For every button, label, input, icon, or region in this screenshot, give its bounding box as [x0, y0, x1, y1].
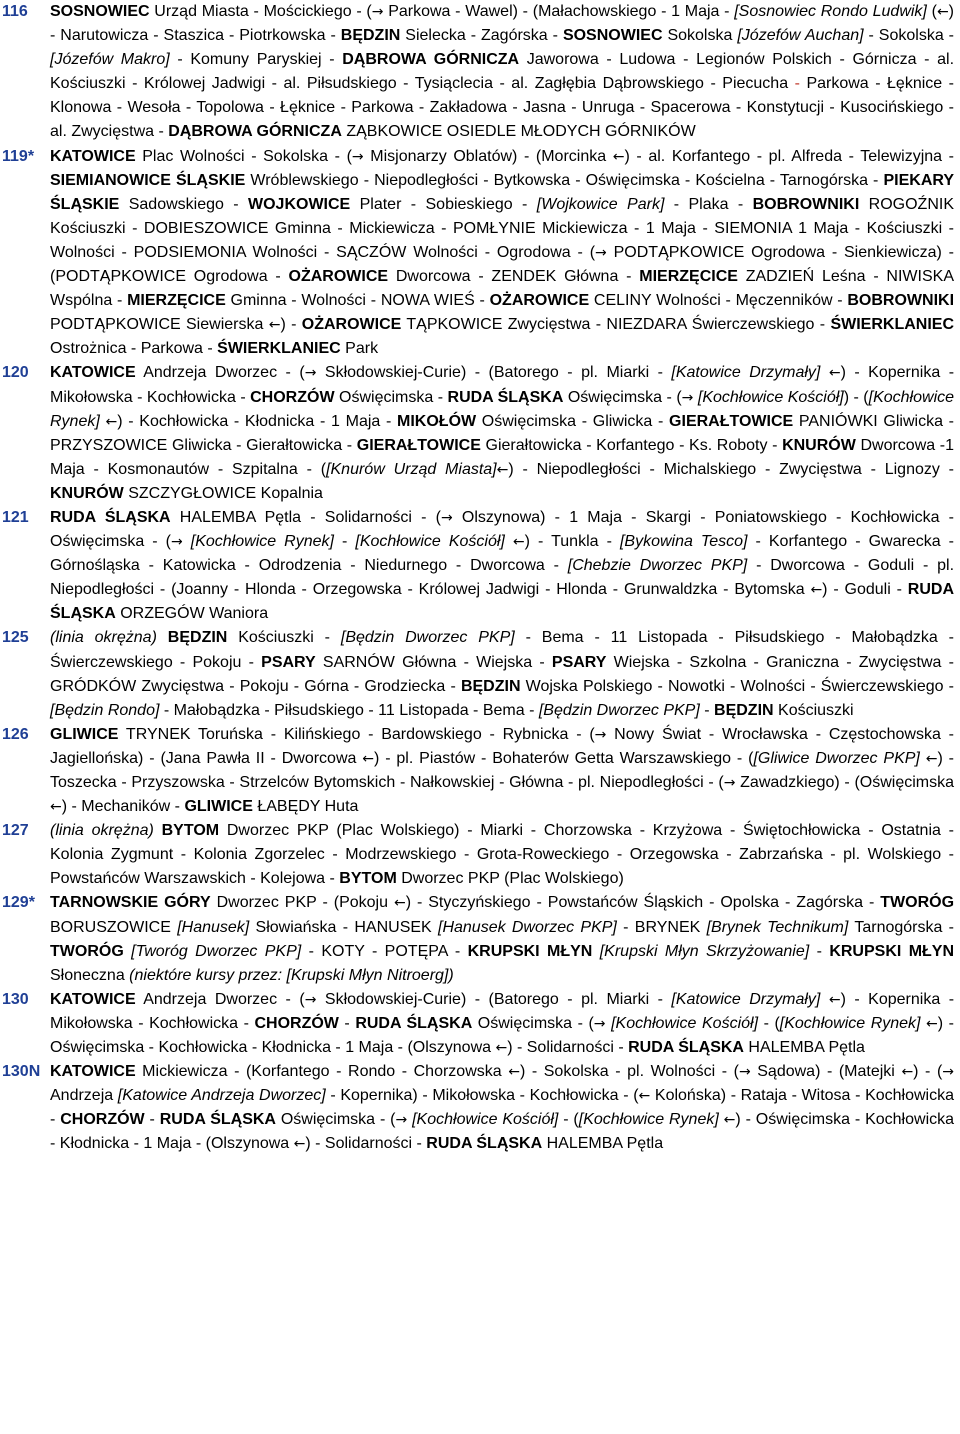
route-text: ) - Narutowicza - Staszica - Piotrkowska -	[50, 3, 954, 45]
arrow-left-icon: ←	[508, 1064, 520, 1081]
stop-name: [Józefów Auchan]	[737, 27, 864, 45]
city-name: KATOWICE	[50, 147, 136, 165]
route-text: Dworzec PKP (Plac Wolskiego) - Miarki - Chorzowska - Krzyżowa - Świętochłowicka - Ostatnia - Kolonia Zygmunt - Kolonia Zgorzelec - Modrzewskiego - Grota-Roweckiego - Orzegowska - Zabrzańska - pl. Wolskiego - Powstańców Warszawskich - Kolejowa -	[50, 822, 955, 888]
city-name: MIERZĘCICE	[639, 268, 738, 286]
route-text: - BRYNEK	[616, 918, 707, 936]
route-entry	[2, 361, 954, 506]
city-name: MIKOŁÓW	[397, 412, 477, 430]
route-text: Sądowa) - (Matejki	[750, 1063, 902, 1081]
city-name: SOSNOWIEC	[50, 3, 150, 20]
route-entry	[2, 626, 954, 722]
arrow-left-icon: ←	[393, 895, 406, 912]
city-name: DĄBROWA GÓRNICZA	[168, 123, 342, 141]
route-text: Oświęcimska - Gliwicka -	[476, 412, 670, 430]
route-text: Oświęcimska - (	[275, 1111, 396, 1129]
city-name: KATOWICE	[50, 1063, 136, 1081]
stop-name: [Kochłowice Rynek]	[779, 1014, 921, 1032]
route-text: Skłodowskiej-Curie) - (Batorego - pl. Miarki -	[316, 990, 672, 1008]
route-text: -	[809, 942, 830, 960]
route-entry	[2, 988, 954, 1060]
route-text: ) - Solidarności -	[507, 1039, 629, 1057]
arrow-right-icon: →	[681, 389, 694, 406]
route-text: Mickiewicza - (Korfantego - Rondo - Chorzowska	[135, 1063, 509, 1081]
route-description	[50, 506, 954, 626]
arrow-left-icon: ←	[362, 750, 375, 767]
route-text: Andrzeja Dworzec - (	[135, 364, 305, 382]
route-text: Andrzeja	[50, 1087, 118, 1105]
city-name: KRUPSKI MŁYN	[829, 942, 955, 960]
route-text: Wiejska - Szkolna - Graniczna - Zwycięstwa - GRÓDKÓW Zwycięstwa - Pokoju - Górna - Grodziecka -	[50, 653, 955, 695]
stop-name: (linia okrężna)	[50, 629, 157, 647]
stop-name: [Brynek Technikum]	[706, 918, 849, 936]
city-name: CHORZÓW	[254, 1014, 339, 1032]
route-text: Wojska Polskiego - Nowotki - Wolności - Świerczewskiego -	[520, 677, 955, 695]
stop-name: [Wojkowice Park]	[536, 195, 665, 213]
city-name: GLIWICE	[50, 725, 119, 743]
stop-name: [Katowice Andrzeja Dworzec]	[117, 1087, 326, 1105]
route-text: ) - Goduli -	[822, 581, 908, 599]
stop-name: [Kochłowice Kościół]	[355, 533, 505, 551]
route-description	[50, 1060, 954, 1156]
arrow-right-icon: →	[942, 1064, 955, 1081]
route-text: Słoneczna	[50, 966, 130, 984]
arrow-right-icon: →	[595, 244, 607, 261]
route-number: 121	[2, 508, 29, 526]
city-name: SOSNOWIEC	[562, 27, 663, 45]
route-description	[50, 361, 954, 506]
stop-name: [Bykowina Tesco]	[619, 533, 748, 551]
route-text: - (	[558, 1111, 579, 1129]
route-description	[50, 0, 954, 145]
arrow-right-icon: →	[170, 534, 183, 551]
city-name: CHORZÓW	[60, 1111, 145, 1129]
arrow-right-icon: →	[738, 1064, 751, 1081]
arrow-right-icon: →	[440, 509, 453, 526]
stop-name: [Kochłowice Kościół]	[412, 1111, 559, 1129]
arrow-left-icon: ←	[612, 148, 625, 165]
route-text: PODTĄPKOWICE Ogrodowa - Sienkiewicza) - (PODTĄPKOWICE Ogrodowa -	[50, 243, 954, 286]
route-text: Dworzec PKP (Plac Wolskiego)	[396, 870, 624, 888]
city-name: RUDA ŚLĄSKA	[628, 1039, 744, 1057]
stop-name: [Hanusek Dworzec PKP]	[438, 918, 617, 936]
stop-name: [Chebzie Dworzec PKP]	[567, 557, 748, 575]
city-name: SIEMIANOWICE ŚLĄSKIE	[50, 171, 246, 189]
route-text: ) - Solidarności -	[305, 1135, 427, 1153]
arrow-left-icon: ←	[901, 1064, 914, 1081]
stop-name: [Gliwice Dworzec PKP]	[753, 749, 920, 767]
route-text: ) - Kopernika - Mikołowska - Kochłowicka -	[50, 990, 955, 1032]
city-name: KNURÓW	[50, 484, 124, 502]
arrow-left-icon: ←	[268, 317, 281, 334]
stop-name: [Tworóg Dworzec PKP]	[131, 942, 302, 960]
route-text: ) - (	[913, 1063, 943, 1081]
route-text: HALEMBA Pętla	[743, 1039, 865, 1057]
route-text	[592, 943, 599, 960]
route-text: - Korfantego - Gwarecka - Górnośląska - Katowicka - Odrodzenia - Niedurnego - Dworcowa -	[50, 533, 954, 575]
city-name: TWORÓG	[880, 894, 955, 912]
stop-name: [Kochłowice Rynek]	[50, 388, 955, 430]
arrow-left-icon: ←	[512, 534, 525, 551]
route-text: Sielecka - Zagórska -	[400, 27, 563, 45]
route-text: ) - Styczyńskiego - Powstańców Śląskich - Opolska - Zagórska -	[405, 894, 881, 912]
route-text: ) - Sokolska - pl. Wolności - (	[519, 1063, 739, 1081]
city-name: PSARY	[261, 653, 316, 671]
route-text: Oświęcimska -	[334, 388, 448, 406]
route-text: -	[144, 1111, 160, 1129]
arrow-left-icon: ←	[926, 1015, 938, 1032]
route-text: ) - Niepodległości - Michalskiego - Zwycięstwa - Lignozy -	[508, 460, 955, 478]
city-name: DĄBROWA GÓRNICZA	[342, 51, 520, 69]
route-number: 129*	[2, 894, 35, 912]
stop-name: [Knurów Urząd Miasta]	[326, 460, 497, 478]
city-name: OŻAROWICE	[301, 316, 402, 334]
route-text: ) - Kopernika - Mikołowska - Kochłowicka -	[50, 364, 955, 406]
route-text: ) - Oświęcimska - Kochłowicka - Kłodnicka - 1 Maja - (Olszynowa	[50, 1111, 955, 1153]
route-text: ) - al. Korfantego - pl. Alfreda - Telewizyjna -	[624, 147, 955, 165]
city-name: PSARY	[551, 653, 607, 671]
route-text: - Małobądzka - Piłsudskiego - 11 Listopada - Bema -	[159, 701, 539, 719]
route-text: Parkowa - Łęknice - Klonowa - Wesoła - Topolowa - Łęknice - Parkowa - Zakładowa - Jasna - Unruga - Spacerowa - Konstytucji - Kusocińskiego - al. Zwycięstwa -	[50, 75, 954, 141]
arrow-left-icon: ←	[50, 799, 62, 816]
route-text: ORZEGÓW Waniora	[115, 605, 269, 623]
city-name: TWORÓG	[50, 942, 124, 960]
city-name: BĘDZIN	[340, 27, 401, 45]
stop-name: (niektóre kursy przez: [Krupski Młyn Nitroerg])	[129, 966, 454, 984]
route-text: ) - Mechaników -	[61, 798, 185, 816]
route-text: HALEMBA Pętla	[542, 1135, 664, 1153]
arrow-right-icon: →	[593, 1015, 606, 1032]
city-name: PIEKARY ŚLĄSKIE	[50, 171, 954, 213]
city-name: RUDA ŚLĄSKA	[426, 1135, 543, 1153]
route-text: -	[338, 1014, 356, 1032]
route-text: ROGOŹNIK Kościuszki - DOBIESZOWICE Gminna - Mickiewicza - POMŁYNIE Mickiewicza - 1 Maja - SIEMONIA 1 Maja - Kościuszki - Wolności - PODSIEMONIA Wolności - SĄCZÓW Wolności - Ogrodowa - (	[50, 195, 954, 261]
city-name: KNURÓW	[782, 436, 856, 454]
city-name: RUDA ŚLĄSKA	[50, 581, 954, 623]
arrow-left-icon: ←	[495, 1040, 508, 1057]
route-entry	[2, 1060, 954, 1156]
stop-name: (linia okrężna)	[50, 822, 154, 840]
city-name: RUDA ŚLĄSKA	[50, 508, 171, 526]
stop-name: [Kochłowice Rynek]	[578, 1111, 719, 1129]
route-text: SZCZYGŁOWICE Kopalnia	[123, 484, 323, 502]
route-text	[183, 533, 191, 550]
route-text: Sadowskiego -	[119, 195, 248, 213]
city-name: BYTOM	[339, 870, 397, 888]
city-name: TARNOWSKIE GÓRY	[50, 894, 211, 912]
route-description	[50, 819, 954, 891]
stop-name: [Będzin Dworzec PKP]	[538, 701, 700, 719]
route-text: PANIÓWKI Gliwicka - PRZYSZOWICE Gliwicka - Gierałtowicka -	[50, 412, 954, 454]
route-text: Parkowa - Wawel) - (Małachowskiego - 1 Maja -	[383, 3, 735, 20]
route-text: Dworcowa -1 Maja - Kosmonautów - Szpitalna - (	[50, 436, 955, 478]
route-text: Kościuszki	[773, 701, 854, 719]
arrow-right-icon: →	[351, 148, 364, 165]
city-name: KATOWICE	[50, 990, 136, 1008]
stop-name: [Kochłowice Kościół]	[611, 1014, 759, 1032]
city-name: KATOWICE	[50, 364, 136, 382]
stop-name: [Krupski Młyn Skrzyżowanie]	[599, 942, 810, 960]
route-number: 116	[2, 3, 28, 20]
city-name: BOBROWNIKI	[752, 195, 860, 213]
route-text: Dworzec PKP - (Pokoju	[210, 894, 394, 912]
route-text	[157, 629, 168, 646]
route-text: Ostrożnica - Parkowa -	[50, 340, 218, 358]
city-name: GIERAŁTOWICE	[669, 412, 794, 430]
route-text: Jaworowa - Ludowa - Legionów Polskich - Górnicza - al. Kościuszki - Królowej Jadwigi - al. Piłsudskiego - Tysiąclecia - al. Zagłębia Dąbrowskiego - Piecucha	[50, 51, 955, 93]
route-number: 130N	[2, 1063, 41, 1081]
route-text: -	[699, 701, 715, 719]
route-text: Zawadzkiego) - (Oświęcimska	[735, 774, 955, 791]
route-text: Oświęcimska - (	[563, 388, 682, 406]
route-text: Park	[340, 340, 379, 358]
route-text	[505, 533, 513, 550]
route-text	[820, 364, 828, 381]
route-text: Misjonarzy Oblatów) - (Morcinka	[363, 147, 613, 165]
route-text: BORUSZOWICE	[50, 918, 178, 936]
city-name: BYTOM	[161, 822, 220, 840]
route-text: TRYNEK Toruńska - Kilińskiego - Bardowskiego - Rybnicka - (	[118, 725, 595, 743]
route-text: ) - pl. Piastów - Bohaterów Getta Warszawskiego - (	[374, 749, 754, 767]
route-number: 126	[2, 725, 29, 743]
city-name: OŻAROWICE	[288, 268, 389, 286]
arrow-left-icon: ←	[828, 365, 841, 382]
stop-name: [Sosnowiec Rondo Ludwik]	[734, 3, 927, 20]
city-name: RUDA ŚLĄSKA	[159, 1111, 276, 1129]
arrow-right-icon: →	[304, 365, 317, 382]
route-text: Urząd Miasta - Mościckiego - (	[149, 3, 372, 20]
arrow-left-icon: ←	[925, 750, 938, 767]
route-text: (	[926, 3, 937, 20]
city-name: ŚWIERKLANIEC	[830, 316, 955, 334]
city-name: RUDA ŚLĄSKA	[447, 388, 564, 406]
route-text	[820, 991, 828, 1008]
route-text: ŁABĘDY Huta	[252, 798, 359, 816]
route-description	[50, 891, 954, 987]
route-text: SARNÓW Główna - Wiejska -	[315, 653, 552, 671]
arrow-right-icon: →	[594, 726, 607, 743]
route-entry	[2, 145, 954, 362]
city-name: BĘDZIN	[167, 629, 228, 647]
city-name: ŚWIERKLANIEC	[217, 340, 341, 358]
route-text: ) - (	[843, 388, 869, 406]
route-entry	[2, 723, 954, 819]
arrow-right-icon: →	[395, 1112, 408, 1129]
stop-name: [Józefów Makro]	[50, 51, 170, 69]
route-text: -	[333, 533, 356, 551]
route-text: Kościuszki -	[227, 629, 341, 647]
route-text: ) - Oświęcimska - Kochłowicka - Kłodnicka - 1 Maja - (Olszynowa	[50, 1014, 954, 1057]
route-entry	[2, 891, 954, 987]
route-text: Wróblewskiego - Niepodległości - Bytkowska - Oświęcimska - Kościelna - Tarnogórska -	[245, 171, 884, 189]
arrow-left-icon: ←	[105, 413, 118, 430]
stop-name: [Katowice Drzymały]	[671, 990, 821, 1008]
city-name: BĘDZIN	[714, 701, 774, 719]
arrow-left-icon: ←	[496, 461, 509, 478]
stop-name: [Kochłowice Kościół]	[697, 388, 844, 406]
route-text: - Komuny Paryskiej -	[169, 51, 343, 69]
route-text: Kolońska) - Rataja - Witosa - Kochłowicka -	[50, 1087, 955, 1129]
route-text: - Sokolska -	[863, 27, 955, 45]
route-text: Słowiańska - HANUSEK	[249, 918, 438, 936]
route-description	[50, 988, 954, 1060]
stop-name: [Kochłowice Rynek]	[190, 533, 334, 551]
arrow-right-icon: →	[371, 4, 384, 20]
arrow-left-icon: ←	[723, 1112, 736, 1129]
route-text: ) -	[280, 316, 302, 334]
route-number: 127	[2, 822, 29, 840]
arrow-left-icon: ←	[638, 1088, 651, 1105]
route-text: - Dworcowa - Goduli - pl. Niepodległości - (Joanny - Hlonda - Orzegowska - Królowej Jadwigi - Hlonda - Grunwaldzka - Bytomska	[50, 557, 955, 599]
route-text: - Bema - 11 Listopada - Piłsudskiego - Małobądzka - Świerczewskiego - Pokoju -	[50, 629, 954, 671]
city-name: BĘDZIN	[460, 677, 521, 695]
stop-name: [Hanusek]	[177, 918, 250, 936]
route-description	[50, 145, 954, 362]
route-text: - (	[758, 1014, 780, 1032]
arrow-left-icon: ←	[828, 991, 841, 1008]
route-text: Plater - Sobieskiego -	[350, 195, 537, 213]
arrow-right-icon: →	[304, 991, 317, 1008]
route-text: Gierałtowicka - Korfantego - Ks. Roboty -	[480, 436, 783, 454]
route-text: Olszynowa) - 1 Maja - Skargi - Poniatowskiego - Kochłowicka - Oświęcimska - (	[50, 508, 955, 551]
route-text: ) - Kochłowicka - Kłodnicka - 1 Maja -	[117, 412, 398, 430]
route-text: Sokolska	[662, 27, 738, 45]
stop-name: [Katowice Drzymały]	[671, 364, 821, 382]
route-text: Andrzeja Dworzec - (	[135, 990, 305, 1008]
route-description	[50, 626, 954, 722]
route-text: Skłodowskiej-Curie) - (Batorego - pl. Miarki -	[316, 364, 672, 382]
route-text: ) - Toszecka - Przyszowska - Strzelców Bytomskich - Nałkowskiej - Główna - pl. Niepodległości - (	[50, 749, 955, 791]
city-name: KRUPSKI MŁYN	[467, 942, 593, 960]
route-text: Oświęcimska - (	[472, 1014, 594, 1032]
route-text: - KOTY - POTĘPA -	[301, 942, 468, 960]
route-text: PODTĄPKOWICE Siewierska	[50, 316, 269, 334]
route-text: Gminna - Wolności - NOWA WIEŚ -	[225, 292, 490, 310]
route-entry	[2, 0, 954, 145]
route-text: - Plaka -	[664, 195, 753, 213]
route-description	[50, 723, 954, 819]
route-text: TĄPKOWICE Zwycięstwa - NIEZDARA Świerczewskiego -	[401, 316, 831, 334]
city-name: CHORZÓW	[250, 388, 335, 406]
arrow-left-icon: ←	[810, 582, 823, 599]
route-text: CELINY Wolności - Męczenników -	[589, 292, 848, 310]
city-name: RUDA ŚLĄSKA	[355, 1014, 473, 1032]
route-text: HALEMBA Pętla - Solidarności - (	[170, 508, 441, 526]
stop-name: [Będzin Dworzec PKP]	[340, 629, 515, 647]
stop-name: [Będzin Rondo]	[50, 701, 160, 719]
route-text: Nowy Świat - Wrocławska - Częstochowska - Jagiellońska) - (Jana Pawła II - Dworcowa	[50, 725, 954, 767]
city-name: GLIWICE	[184, 798, 253, 816]
city-name: WOJKOWICE	[248, 195, 351, 213]
route-text	[154, 822, 162, 839]
route-text: - Kopernika) - Mikołowska - Kochłowicka - (	[325, 1087, 639, 1105]
route-text: ZĄBKOWICE OSIEDLE MŁODYCH GÓRNIKÓW	[341, 123, 696, 141]
route-text: ) - Tunkla -	[524, 533, 620, 551]
route-text: ZADZIEŃ Leśna - NIWISKA Wspólna -	[50, 268, 954, 310]
route-entry	[2, 506, 954, 626]
route-text: -	[794, 75, 800, 93]
route-text: Tarnogórska -	[848, 918, 955, 936]
route-number: 119*	[2, 147, 35, 165]
route-text: Dworcowa - ZENDEK Główna -	[388, 268, 640, 286]
city-name: MIERZĘCICE	[127, 292, 226, 310]
city-name: GIERAŁTOWICE	[356, 436, 481, 454]
arrow-left-icon: ←	[936, 4, 949, 20]
route-number: 120	[2, 364, 29, 382]
arrow-right-icon: →	[723, 775, 736, 791]
route-number: 125	[2, 629, 29, 647]
route-text: Plac Wolności - Sokolska - (	[135, 147, 352, 165]
city-name: OŻAROWICE	[489, 292, 590, 310]
arrow-left-icon: ←	[293, 1136, 306, 1153]
route-entry	[2, 819, 954, 891]
route-number: 130	[2, 990, 29, 1008]
city-name: BOBROWNIKI	[847, 292, 955, 310]
